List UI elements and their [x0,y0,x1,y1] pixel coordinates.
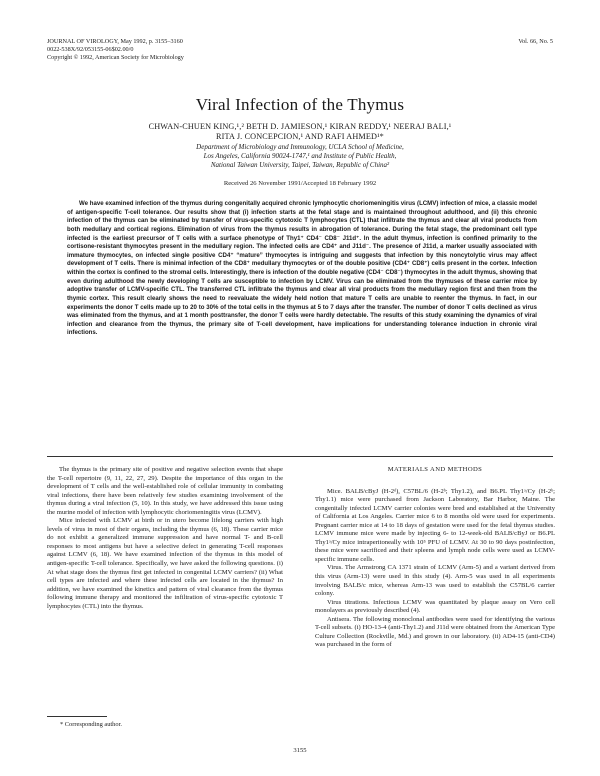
footnote: * Corresponding author. [60,721,122,728]
affiliation-line: National Taiwan University, Taipei, Taiwan, Republic of China² [210,161,390,169]
methods-paragraph: Virus titrations. Infectious LCMV was quantitated by plaque assay on Vero cell monolayers as previously described (4). [315,598,555,615]
article-title: Viral Infection of the Thymus [195,95,405,114]
issn-line: 0022-538X/92/053155-06$02.00/0 [47,46,134,54]
left-column [47,466,283,611]
header-left [47,38,553,63]
received-dates: Received 26 November 1991/Accepted 18 February 1992 [223,180,377,187]
author-line: CHWAN-CHUEN KING,¹,² BETH D. JAMIESON,¹ KIRAN REDDY,¹ NEERAJ BALI,¹ [148,122,452,131]
author-line: RITA J. CONCEPCION,¹ AND RAFI AHMED¹* [216,131,384,141]
footnote-divider [47,716,107,717]
volume-number: Vol. 66, No. 5 [518,38,553,45]
affiliation [110,143,490,170]
section-heading: MATERIALS AND METHODS [387,466,483,473]
right-column [315,466,555,650]
abstract-divider [47,456,553,457]
affiliation-line: Department of Microbiology and Immunology, UCLA School of Medicine, [196,143,404,151]
page-number: 3155 [293,747,307,754]
methods-paragraph: Antisera. The following monoclonal antibodies were used for identifying the various T-cell subsets. (i) HO-13-4 (anti-Thy1.2) and J11d were obtained from the American Type Culture Collection (Rockville, Md.) and grown in our laboratory. (ii) AD4-15 (anti-CD4) was purchased in the form of [315,615,555,649]
intro-paragraph: Mice infected with LCMV at birth or in utero become lifelong carriers with high levels of virus in most of their organs, including the thymus (6, 18). These carrier mice do not exhibit a generalized immune suppression and have normal T- and B-cell responses to most antigens but have a selective defect in generating T-cell responses against LCMV (6, 18). We have examined infection of the thymus in this model of antigen-specific T-cell tolerance. Specifically, we have asked the following questions. (i) At what stage does the thymus first get infected in congenital LCMV carriers? (ii) What cell types are infected and where these infected cells are located in the thymus? In addition, we have examined the kinetics and pattern of viral clearance from the thymus following immune therapy and monitored the infiltration of virus-specific cytotoxic T lymphocytes (CTL) into the thymus. [47,517,283,610]
methods-paragraph: Mice. BALB/cByJ (H-2ᵈ), C57BL/6 (H-2ᵇ; Thy1.2), and B6.PL Thy1ᵃ/Cy (H-2ᵇ; Thy1.1) mice were purchased from Jackson Laboratory, Bar Harbor, Maine. The congenitally infected LCMV carrier colonies were bred and established at the University of California at Los Angeles. Carrier mice 6 to 8 months old were used for experiments. Pregnant carrier mice at 14 to 18 days of gestation were used for the fetal thymus studies. LCMV immune mice were made by injecting 6- to 12-week-old BALB/cByJ or B6.PL Thy1ᵃ/Cy mice intraperitoneally with 10⁵ PFU of LCMV. At 30 to 90 days postinfection, these mice were sacrificed and their spleens and lymph node cells were used as LCMV-specific immune cells. [315,487,555,563]
intro-paragraph: The thymus is the primary site of positive and negative selection events that shape the T-cell repertoire (9, 11, 22, 27, 29). Despite the importance of this organ in the development of T cells and the well-established role of cellular immunity in combating viral infections, there have been relatively few studies examining involvement of the thymus during a viral infection (5, 10). In this study, we have addressed this issue using the murine model of infection with lymphocytic choriomeningitis virus (LCMV). [47,466,283,516]
author-list [90,122,510,141]
copyright-line: Copyright © 1992, American Society for Microbiology [47,54,184,62]
abstract: We have examined infection of the thymus during congenitally acquired chronic lymphocytic choriomeningitis virus (LCMV) infection of mice, a classic model of antigen-specific T-cell tolerance. Our results show that (i) infection starts at the fetal stage and is maintained throughout adulthood, and (ii) this chronic infection of the thymus can be eliminated by transfer of virus-specific cytotoxic T lymphocytes (CTL) that infiltrate the thymus and clear all viral products from both medullary and cortical regions. Elimination of virus from the thymus results in abrogation of tolerance. During the fetal stage, the predominant cell type infected is the earliest precursor of T cells with a surface phenotype of Thy1⁺ CD4⁻ CD8⁻ J11d⁺. In the adult thymus, infection is confined primarily to the cortisone-resistant thymocytes present in the medullary region. The infected cells are CD4⁺ and J11d⁻. The presence of J11d, a marker usually associated with immature thymocytes, on infected single positive CD4⁺ “mature” thymocytes is intriguing and suggests that infection by this noncytolytic virus may affect development of T cells. There is minimal infection of the CD8⁺ medullary thymocytes or of the double positive (CD4⁺ CD8⁺) cells present in the cortex. Infection within the cortex is confined to the stromal cells. Interestingly, there is infection of the double negative (CD4⁻ CD8⁻) thymocytes in the adult thymus, showing that even during adulthood the newly developing T cells are susceptible to infection by LCMV. Virus can be eliminated from the thymuses of these carrier mice by adoptive transfer of LCMV-specific CTL. The transferred CTL infiltrate the thymus and clear all viral products from the medullary region first and then from the thymic cortex. This result clearly shows the need to reevaluate the widely held notion that mature T cells are unable to reenter the thymus. In fact, in our experiments the donor T cells made up to 20 to 30% of the total cells in the thymus at 5 to 7 days after the transfer. The number of donor T cells declined as virus was eliminated from the thymus, and at 1 month posttransfer, the donor T cells were hardly detectable. The results of this study examining the dynamics of viral infection and clearance from the thymus, the primary site of T-cell development, have implications for understanding tolerance induction in chronic viral infections. [67,200,537,337]
methods-paragraph: Virus. The Armstrong CA 1371 strain of LCMV (Arm-5) and a variant derived from this virus (Arm-13) were used in this study (4). Arm-5 was used in all experiments involving BALB/c mice, whereas Arm-13 was used to establish the C57BL/6 carrier colony. [315,564,555,598]
journal-citation: JOURNAL OF VIROLOGY, May 1992, p. 3155–3160 [47,38,183,45]
running-header [47,38,553,63]
affiliation-line: Los Angeles, California 90024-1747,¹ and Institute of Public Health, [203,152,397,160]
